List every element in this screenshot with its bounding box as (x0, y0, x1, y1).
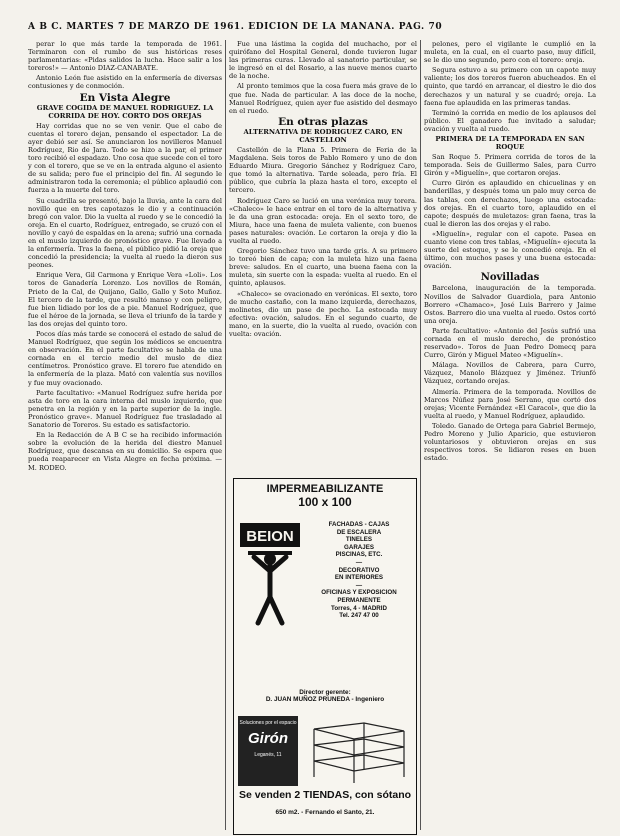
ad-list-item: DE ESCALERA (336, 528, 382, 536)
ad-list-item: — (355, 558, 363, 566)
ad-list-item: OFICINAS Y EXPOSICION (321, 589, 397, 597)
ad-list-item: GARAJES (344, 543, 374, 551)
paragraph: pelones, pero el vigilante le cumplió en la muleta, en la cual, en el cuarto paso, muy difícil, se le dio uno segundo, pero con el torero: oreja. (424, 40, 596, 65)
subheading: ALTERNATIVA DE RODRIGUEZ CARO, EN CASTELLON (243, 127, 403, 144)
advertisement (233, 478, 417, 835)
paragraph: Barcelona, inauguración de la temporada. Novillos de Salvador Guardiola, para Antonio Borrero «Chamaco», José Luis Barrero y Jaime Ostos. Barrero dio una vuelta al ruedo. Ostos cortó una oreja. (424, 284, 596, 325)
paragraph: perar lo que más tarde la temporada de 1961. Terminaron con el rumbo de sus históricas reses parlamentarias: «Pidas salidos la lucha. Hace salir a los toreros!» — Antonio DIAZ-CANABATE. (28, 40, 222, 73)
paragraph: Parte facultativo: «Antonio del Jesús sufrió una cornada en el muslo derecho, de pronóstico reservado». Toros de Juan Pedro Domecq para Curro, Girón y Miguel Mateo «Miguelín». (424, 326, 596, 360)
ad-list-item: EN INTERIORES (334, 574, 384, 582)
subheading: PRIMERA DE LA TEMPORADA EN SAN ROQUE (435, 135, 585, 152)
giron-brand: Girón (248, 730, 288, 747)
paragraph: Su cuadrilla se presentó, bajo la lluvia, ante la cara del novillo que en tres capotazos le dio y a continuación bregó con valor. Dio la vuelta al ruedo y se le concedió la oreja. En el cuarto, Rodríguez, entregado, se cruzó con el novillo y cayó de espaldas en la arena; sufrió una cornada en el muslo izquierdo de pronóstico grave. Fue llevado a la enfermería. Tras la faena, el público pidió la oreja que concedió la presidencia; la vuelta al ruedo la dieron sus peones. (28, 196, 222, 270)
paragraph: «Chaleco» se ovacionado en verónicas. El sexto, toro de mucho castaño, con la mano izquierda, derechazos, molinetes, dio un pase de pecho. La estocada muy efectiva: ovación, saludos. En el segundo cuarto, de mano, en la suerte, dio la vuelta al ruedo, ovación con vuelta: ovación. (229, 289, 417, 338)
giron-top: Soluciones por el espacio (239, 720, 297, 726)
ad-list-item: FACHADAS - CAJAS (328, 521, 390, 528)
paragraph: Enrique Vera, Gil Carmona y Enrique Vera «Loli». Los toros de Ganadería Lorenzo. Los novillos de Román, Prieto de la Cal, de Quijano, Gallo, Gallo y Soto Muñoz. El tercero de la tarde, que resultó manso y con peligro, fue bien lidiado por los de a pie. Manuel Rodríguez, que fue el héroe de la jornada, se lleva el triunfo de la tarde y las dos orejas del quinto toro. (28, 271, 222, 328)
column-rule (225, 40, 226, 830)
paragraph: Segura estuvo a su primero con un capote muy valiente; los dos toreros fueron abucheados. En el quinto, que tardó en arrancar, el diestro le dio dos derechazos y un natural y se cuadró; oreja. La faena fue aplaudida en las primeras tandas. (424, 66, 596, 107)
ad-list (306, 521, 412, 620)
paragraph: Al pronto temimos que la cosa fuera más grave de lo que fue. Nada de particular. A las doce de la noche, Manuel Rodríguez, quien ayer fue asistido del desmayo en el ruedo. (229, 82, 417, 115)
paragraph: Toledo. Ganado de Ortega para Gabriel Bermejo, Pedro Moreno y Julio Aparicio, que estuvieron voluntariosos y obtuvieron orejas en sus respectivos toros. Se lidiaron reses en buen estado. (424, 421, 596, 463)
ad-list-item: PERMANENTE (337, 596, 381, 604)
ad-list-item: Tel. 247 47 00 (339, 612, 379, 620)
section-heading: En Vista Alegre (79, 91, 171, 104)
ad-list-item: DECORATIVO (338, 566, 380, 574)
paragraph: Málaga. Novillos de Cabrera, para Curro, Vázquez, Manolo Blázquez y Jiménez. Triunfó Vázquez, cortando orejas. (424, 361, 596, 386)
paragraph: Curro Girón es aplaudido en chicuelinas y en banderillas, y después toma un palo muy cerca de las tablas, con derechazos, luego una estocada: dos orejas. En el cuarto toro, aplaudido en el capote; después de muletazos: gran faena, tras la cual le dieron las dos orejas y el rabo. (424, 179, 596, 228)
ad-list-item: Torres, 4 - MADRID (331, 604, 387, 612)
giron-bottom: Leganés, 11 (254, 752, 282, 758)
ad-size: 100 x 100 (298, 495, 352, 509)
paragraph: Fue una lástima la cogida del muchacho, por el quirófano del Hospital General, donde tuvieron lugar las primeras curas. Llevado al sanatorio particular, se le ingresó en el del Rosario, a las nueve menos cuarto de la noche. (229, 40, 417, 81)
ad-director (234, 689, 416, 703)
paragraph: Castellón de la Plana 5. Primera de Feria de la Magdalena. Seis toros de Pablo Romero y uno de don Eduardo Miura. Gregorio Sánchez y Rodríguez Caro, que tomó la alternativa. Tarde soleada, pero fría. El público, que cubría la plaza hasta el toro, excepto el tercero. (229, 145, 417, 195)
section-heading: Novilladas (480, 272, 540, 284)
ad-headline: IMPERMEABILIZANTE (266, 483, 384, 495)
giron-ad (238, 716, 298, 786)
director-label: Director gerente: (299, 689, 351, 696)
paragraph: San Roque 5. Primera corrida de toros de la temporada. Seis de Guillermo Sales, para Curro Girón y «Miguelín», que cortaron orejas. (424, 153, 596, 178)
ad-list-item: TINELES (345, 536, 373, 544)
ad-list-item: — (355, 581, 363, 589)
ad-brand: BEION (246, 528, 294, 545)
paragraph: Gregorio Sánchez tuvo una tarde gris. A su primero lo toreó bien de capa; con la muleta hizo una faena breve: saludos. En el cuarto, una buena faena con la muleta, sin suerte con la espada: vuelta al ruedo. En el quinto, aplausos. (229, 247, 417, 288)
section-heading: En otras plazas (278, 115, 368, 128)
paragraph: «Miguelín», regular con el capote. Pasea en cuanto viene con tres tablas, «Miguelín» ejecuta la suerte del estoque, y se le concedió oreja. En el último, con muchos pases y una buena estocada: ovación. (424, 229, 596, 271)
director-name: D. JUAN MUÑOZ PRUNEDA - Ingeniero (265, 696, 385, 703)
beion-logo (240, 519, 300, 629)
paragraph: Almería. Primera de la temporada. Novillos de Marcos Núñez para José Serrano, que cortó dos orejas; Vicente Fernández «El Caracol», que dio la vuelta al ruedo, y Manuel Rodríguez, aplaudido. (424, 387, 596, 420)
paragraph: Terminó la corrida en medio de los aplausos del público. El ganadero fue invitado a saludar; ovación y vuelta al ruedo. (424, 108, 596, 133)
column-1 (28, 40, 222, 830)
column-rule (420, 40, 421, 830)
column-3 (424, 40, 596, 830)
column-2 (229, 40, 417, 472)
paragraph: Rodríguez Caro se lució en una verónica muy torera. «Chaleco» le hace entrar en el toro de la alternativa y le da una gran estocada: oreja. En el sexto toro, de Miura, hace una faena de muleta valiente, con buenos pases naturales: ovación. Le cortaron la oreja y dio la vuelta al ruedo. (229, 196, 417, 245)
subheading: GRAVE COGIDA DE MANUEL RODRIGUEZ. LA CORRIDA DE HOY. CORTO DOS OREJAS (36, 103, 214, 120)
paragraph: Antonio León fue asistido en la enfermería de diversas contusiones y de conmoción. (28, 74, 222, 91)
shelving-illustration (304, 719, 412, 785)
paragraph: Hay corridas que no se ven venir. Que el cabo de cuentas el torero dejan, pensando el espectador. La de ayer debió ser así. Se anunciaron los novilleros Manuel Rodríguez, Rio de Jara. Todo se hizo a la par, el primer toro recibió el espadazo. Uno cosa que sucede con el toro y con el torero, que se ve en la entrada alguno el asiento de su salida; pero fue el principio del fin. Al segundo le administraron toda la ceremonia; el público aplaudió con fuerza a la muerte del toro. (28, 121, 222, 195)
ad-bottom-headline: Se venden 2 TIENDAS, con sótano (238, 789, 412, 801)
paragraph: Pocos días más tarde se conocerá el estado de salud de Manuel Rodríguez, que según los médicos se encuentra en observación. En el parte facultativo se habla de una cornada en el tercio medio del muslo de diez centímetros. Pronóstico grave. El torero fue atendido en la enfermería de la plaza. Mató con valentía sus novillos y fue muy ovacionado. (28, 330, 222, 387)
ad-list-item: PISCINAS, ETC. (335, 551, 383, 559)
page-header: A B C. MARTES 7 DE MARZO DE 1961. EDICION DE LA MAÑANA. PAG. 70 (28, 22, 443, 32)
paragraph: En la Redacción de A B C se ha recibido información sobre la evolución de la herida del diestro Manuel Rodríguez, que descansa en su domicilio. Se espera que pueda reaparecer en Vista Alegre en fecha próxima. — M. RODEO. (28, 431, 222, 472)
paragraph: Parte facultativo: «Manuel Rodríguez sufre herida por asta de toro en la cara interna del muslo izquierdo, que penetra en la región y en la parte superior de la ingle. Pronóstico grave». Manuel Rodríguez fue trasladado al Sanatorio de Toreros. Su estado es satisfactorio. (28, 388, 222, 430)
ad-bottom-subline: 650 m2. - Fernando el Santo, 21. (275, 809, 375, 816)
